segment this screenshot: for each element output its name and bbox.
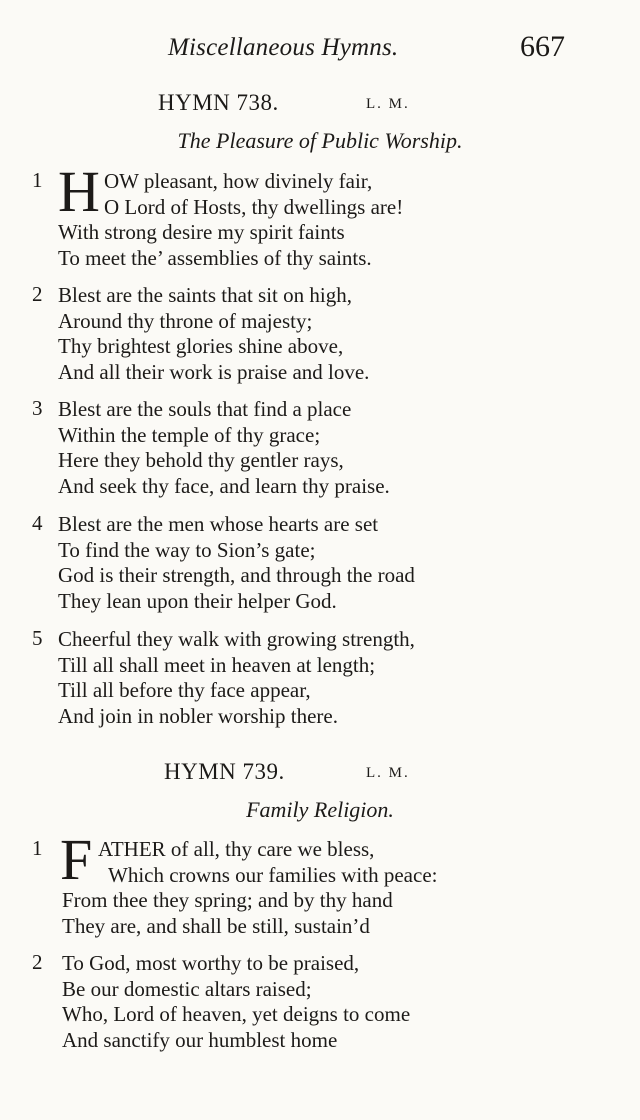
hymn-739-heading [0, 759, 640, 789]
running-head [0, 30, 640, 70]
verse-line: And seek thy face, and learn thy praise. [58, 474, 390, 498]
hymn-title: Family Religion. [246, 797, 394, 822]
verse-line: To find the way to Sion’s gate; [58, 538, 316, 562]
stanza-number: 2 [32, 282, 43, 306]
drop-cap: H [58, 159, 100, 224]
verse-line: Thy brightest glories shine above, [58, 334, 344, 358]
stanza-number: 4 [32, 511, 43, 535]
verse-line: Cheerful they walk with growing strength, [58, 627, 415, 651]
verse-line: God is their strength, and through the road [58, 563, 415, 587]
verse-line: ATHER of all, thy care we bless, [98, 837, 375, 861]
verse-line: Which crowns our families with peace: [108, 863, 438, 887]
verse-line: Be our domestic altars raised; [62, 977, 312, 1001]
verse-line: With strong desire my spirit faints [58, 220, 345, 244]
verse-line: And all their work is praise and love. [58, 360, 370, 384]
verse-line: They lean upon their helper God. [58, 589, 337, 613]
hymn-number: HYMN 739. [164, 759, 285, 784]
verse-line: Within the temple of thy grace; [58, 423, 321, 447]
verse-line: Blest are the souls that find a place [58, 397, 352, 421]
verse-line: Here they behold thy gentler rays, [58, 448, 344, 472]
verse-line: O Lord of Hosts, thy dwellings are! [104, 195, 404, 219]
verse-line: And join in nobler worship there. [58, 704, 338, 728]
hymn-title: The Pleasure of Public Worship. [177, 128, 463, 153]
verse-line: To meet the’ assemblies of thy saints. [58, 246, 372, 270]
page-number: 667 [520, 30, 565, 63]
drop-cap: F [60, 827, 93, 892]
verse-line: Blest are the men whose hearts are set [58, 512, 379, 536]
stanza-number: 2 [32, 950, 43, 974]
verse-line: And sanctify our humblest home [62, 1028, 338, 1052]
verse-line: Around thy throne of majesty; [58, 309, 313, 333]
hymn-number: HYMN 738. [158, 90, 279, 115]
hymn-meter: L. M. [366, 765, 410, 781]
verse-line: Blest are the saints that sit on high, [58, 283, 352, 307]
verse-line: To God, most worthy to be praised, [62, 951, 360, 975]
running-title: Miscellaneous Hymns. [168, 34, 399, 61]
hymn-meter: L. M. [366, 96, 410, 112]
stanza-number: 1 [32, 168, 43, 192]
verse-line: Till all shall meet in heaven at length; [58, 653, 376, 677]
verse-line: From thee they spring; and by thy hand [62, 888, 393, 912]
verse-line: Till all before thy face appear, [58, 678, 311, 702]
verse-line: OW pleasant, how divinely fair, [104, 169, 373, 193]
verse-line: They are, and shall be still, sustain’d [62, 914, 370, 938]
stanza-number: 5 [32, 626, 43, 650]
hymn-738-heading [0, 90, 640, 120]
stanza-number: 1 [32, 836, 43, 860]
verse-line: Who, Lord of heaven, yet deigns to come [62, 1002, 411, 1026]
stanza-number: 3 [32, 396, 43, 420]
